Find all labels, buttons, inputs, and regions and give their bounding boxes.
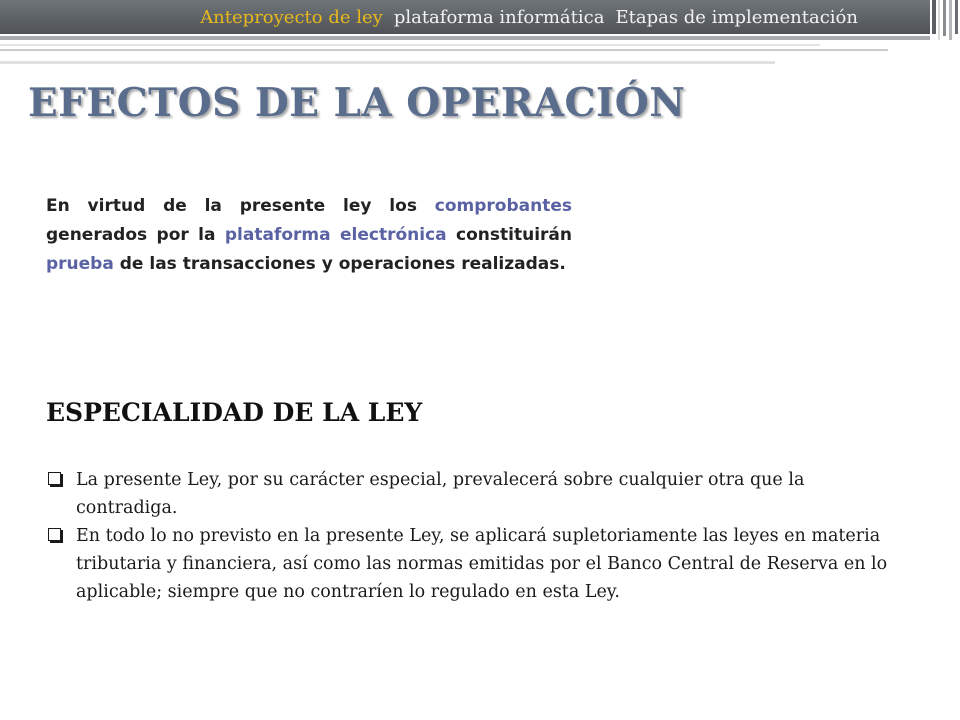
bullet-list xyxy=(46,466,896,606)
decorative-stripe xyxy=(938,0,940,40)
list-item-text: La presente Ley, por su carácter especial, prevalecerá sobre cualquier otra que la contradiga. xyxy=(76,470,805,518)
decorative-stripe xyxy=(932,0,936,34)
checkbox-square-icon xyxy=(48,472,61,485)
nav-link-etapas[interactable]: Etapas de implementación xyxy=(615,6,858,28)
highlight-term: prueba xyxy=(46,254,114,274)
intro-paragraph xyxy=(46,192,572,279)
nav-link-plataforma[interactable]: plataforma informática xyxy=(393,6,605,28)
highlight-term: comprobantes xyxy=(434,196,572,216)
paragraph-text: de las transacciones y operaciones realizadas. xyxy=(113,254,566,274)
paragraph-text: constituirán xyxy=(446,225,572,245)
section-heading: ESPECIALIDAD DE LA LEY xyxy=(46,398,423,427)
checkbox-square-icon xyxy=(48,528,61,541)
decorative-stripe xyxy=(943,0,946,36)
list-item xyxy=(46,522,896,606)
highlight-term: plataforma electrónica xyxy=(224,225,447,245)
paragraph-text: generados por la xyxy=(46,225,225,245)
decorative-divider xyxy=(0,61,775,64)
top-navigation-bar xyxy=(0,0,930,34)
nav-link-anteproyecto[interactable]: Anteproyecto de ley xyxy=(200,6,383,28)
decorative-divider xyxy=(0,44,820,46)
paragraph-text: En virtud de la presente ley los xyxy=(46,196,435,216)
slide-title: EFECTOS DE LA OPERACIÓN xyxy=(28,80,686,126)
decorative-divider xyxy=(0,49,888,51)
decorative-stripe xyxy=(949,0,952,40)
list-item xyxy=(46,466,896,522)
list-item-text: En todo lo no previsto en la presente Ley, se aplicará supletoriamente las leyes en materia tributaria y financiera, así como las normas emitidas por el Banco Central de Reserva en lo aplicable; siempre que no contraríen lo regulado en esta Ley. xyxy=(76,526,888,602)
decorative-stripe xyxy=(955,0,958,34)
decorative-divider xyxy=(0,36,930,40)
